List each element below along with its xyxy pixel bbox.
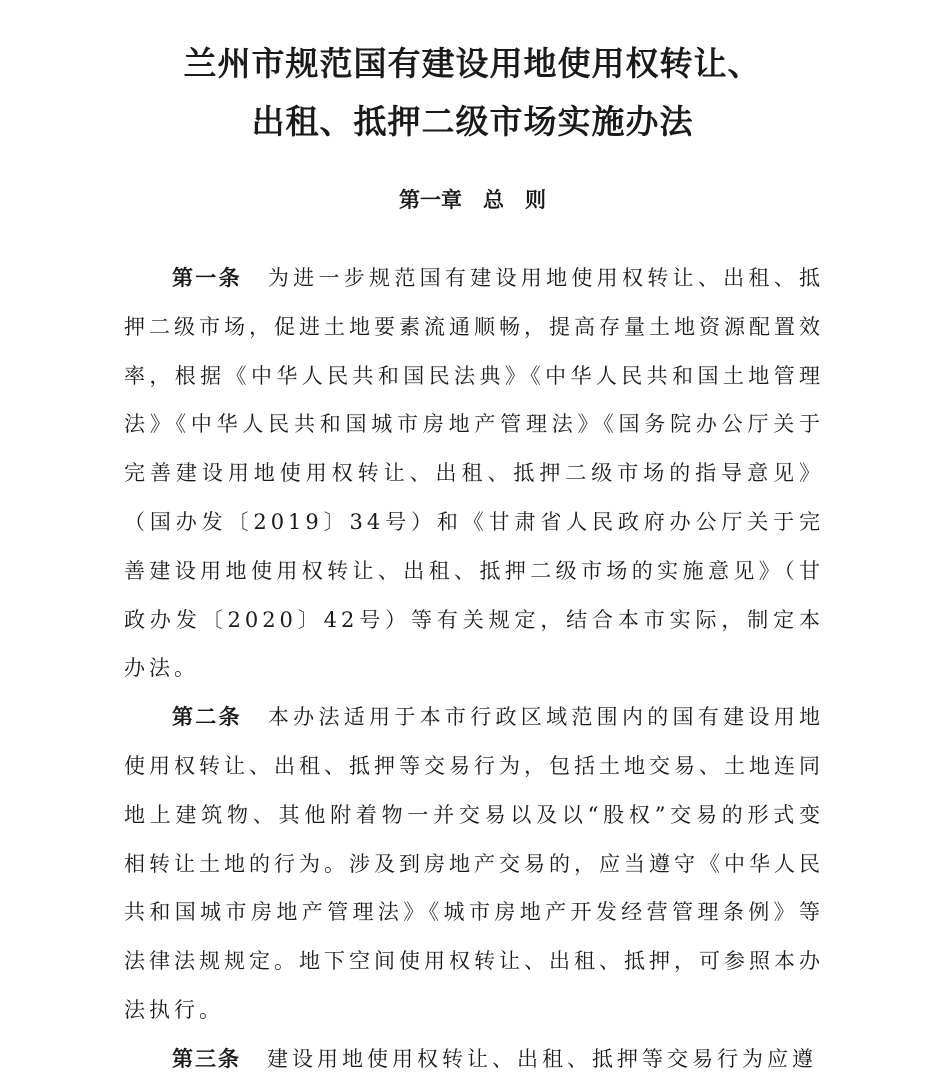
- article-2-text: 本办法适用于本市行政区域范围内的国有建设用地使用权转让、出租、抵押等交易行为，包括土地交易、土地连同地上建筑物、其他附着物一并交易以及以“股权”交易的形式变相转让土地的行为。涉及到房地产交易的，应当遵守《中华人民共和国城市房地产管理法》《城市房地产开发经营管理条例》等法律法规规定。地下空间使用权转让、出租、抵押，可参照本办法执行。: [124, 705, 824, 1022]
- article-1: [124, 254, 824, 693]
- article-3: [124, 1035, 824, 1084]
- article-1-text: 为进一步规范国有建设用地使用权转让、出租、抵押二级市场，促进土地要素流通顺畅，提高存量土地资源配置效率，根据《中华人民共和国民法典》《中华人民共和国土地管理法》《中华人民共和国城市房地产管理法》《国务院办公厅关于完善建设用地使用权转让、出租、抵押二级市场的指导意见》（国办发〔2019〕34号）和《甘肃省人民政府办公厅关于完善建设用地使用权转让、出租、抵押二级市场的实施意见》（甘政办发〔2020〕42号）等有关规定，结合本市实际，制定本办法。: [124, 266, 824, 681]
- article-1-label: 第一条: [172, 266, 242, 290]
- document-title-line-2: 出租、抵押二级市场实施办法: [251, 102, 694, 141]
- article-3-text: 建设用地使用权转让、出租、抵押等交易行为应遵: [267, 1046, 817, 1071]
- chapter-heading: 第一章 总 则: [399, 188, 546, 212]
- article-3-label: 第三条: [172, 1046, 241, 1071]
- article-2: [124, 693, 824, 1035]
- article-2-label: 第二条: [172, 705, 242, 730]
- document-title-line-1: 兰州市规范国有建设用地使用权转让、: [183, 44, 762, 83]
- document-body: [124, 254, 824, 1084]
